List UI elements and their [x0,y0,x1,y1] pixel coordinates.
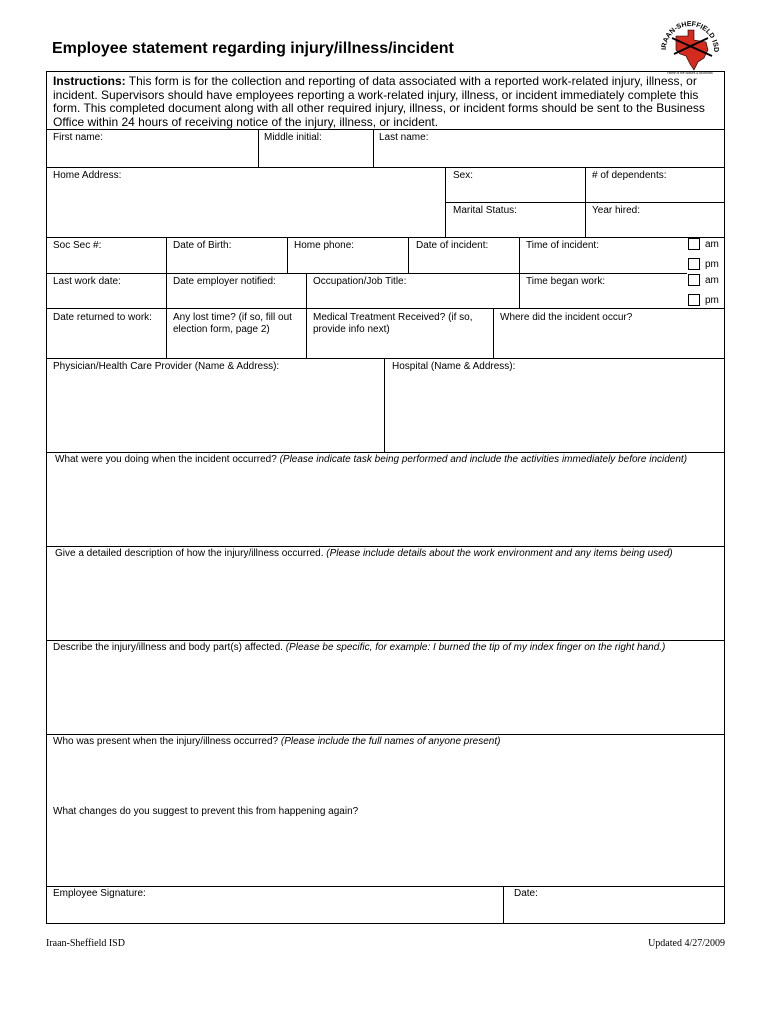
time-began-work-field[interactable]: Time began work: [526,276,606,287]
describe-question[interactable] [55,548,673,560]
incident-pm-checkbox[interactable] [688,258,700,270]
sex-field[interactable]: Sex: [453,170,474,181]
time-of-incident-field[interactable]: Time of incident: [526,240,599,251]
page-title: Employee statement regarding injury/illness/incident [52,40,454,57]
marital-status-field[interactable]: Marital Status: [453,205,517,216]
date-field[interactable]: Date: [514,888,538,899]
instructions-text: This form is for the collection and reporting of data associated with a reported work-related injury, illness, or incident. Supervisors should have employees reporting a work-related injury, illness, or incident immediately complete this form. This completed document along with all other required injury, illness, or incident forms should be sent to the Business Office within 24 hours of receiving notice of the injury, illness, or incident. [53,74,705,129]
body-question[interactable] [53,642,665,654]
describe-question-text: Give a detailed description of how the injury/illness occurred. [55,548,324,559]
present-question-text: Who was present when the injury/illness occurred? [53,736,279,747]
footer-updated-date: Updated 4/27/2009 [648,938,725,949]
injury-form [46,71,725,924]
logo-arc-text: IRAAN-SHEFFIELD ISD [660,20,720,53]
year-hired-field[interactable]: Year hired: [592,205,640,216]
home-address-field[interactable]: Home Address: [53,170,122,181]
first-name-field[interactable]: First name: [53,132,104,143]
present-question-hint: (Please include the full names of anyone present) [280,736,501,747]
date-returned-field[interactable]: Date returned to work: [53,312,152,323]
home-phone-field[interactable]: Home phone: [294,240,355,251]
began-work-am-label: am [705,275,719,286]
date-of-birth-field[interactable]: Date of Birth: [173,240,232,251]
instructions [53,75,721,129]
physician-field[interactable]: Physician/Health Care Provider (Name & Address): [53,361,280,372]
incident-am-checkbox[interactable] [688,238,700,250]
doing-question-text: What were you doing when the incident occurred? [55,454,277,465]
began-work-pm-label: pm [705,295,719,306]
where-incident-field[interactable]: Where did the incident occur? [500,312,633,323]
incident-am-label: am [705,239,719,250]
describe-question-hint: (Please include details about the work environment and any items being used) [326,548,673,559]
body-question-text: Describe the injury/illness and body part(s) affected. [53,642,283,653]
lost-time-field[interactable]: Any lost time? (if so, fill out election form, page 2) [173,312,292,335]
instructions-label: Instructions: [53,74,126,88]
doing-question-hint: (Please indicate task being performed and include the activities immediately before incident) [279,454,688,465]
incident-pm-label: pm [705,259,719,270]
date-employer-notified-field[interactable]: Date employer notified: [173,276,276,287]
middle-initial-field[interactable]: Middle initial: [264,132,322,143]
date-of-incident-field[interactable]: Date of incident: [416,240,489,251]
last-work-date-field[interactable]: Last work date: [53,276,121,287]
footer-organization: Iraan-Sheffield ISD [46,938,125,949]
hospital-field[interactable]: Hospital (Name & Address): [392,361,516,372]
occupation-field[interactable]: Occupation/Job Title: [313,276,407,287]
began-work-am-checkbox[interactable] [688,274,700,286]
began-work-pm-checkbox[interactable] [688,294,700,306]
district-logo [654,10,726,76]
medical-treatment-field[interactable]: Medical Treatment Received? (if so, provide info next) [313,312,473,335]
logo-caption: Home of the Braves & Bronchos [667,71,713,75]
present-question[interactable] [53,736,500,748]
soc-sec-field[interactable]: Soc Sec #: [53,240,102,251]
last-name-field[interactable]: Last name: [379,132,429,143]
employee-signature-field[interactable]: Employee Signature: [53,888,146,899]
doing-question[interactable] [55,454,687,466]
body-question-hint: (Please be specific, for example: I burned the tip of my index finger on the right hand.) [285,642,666,653]
changes-question[interactable]: What changes do you suggest to prevent this from happening again? [53,806,359,817]
dependents-field[interactable]: # of dependents: [592,170,667,181]
